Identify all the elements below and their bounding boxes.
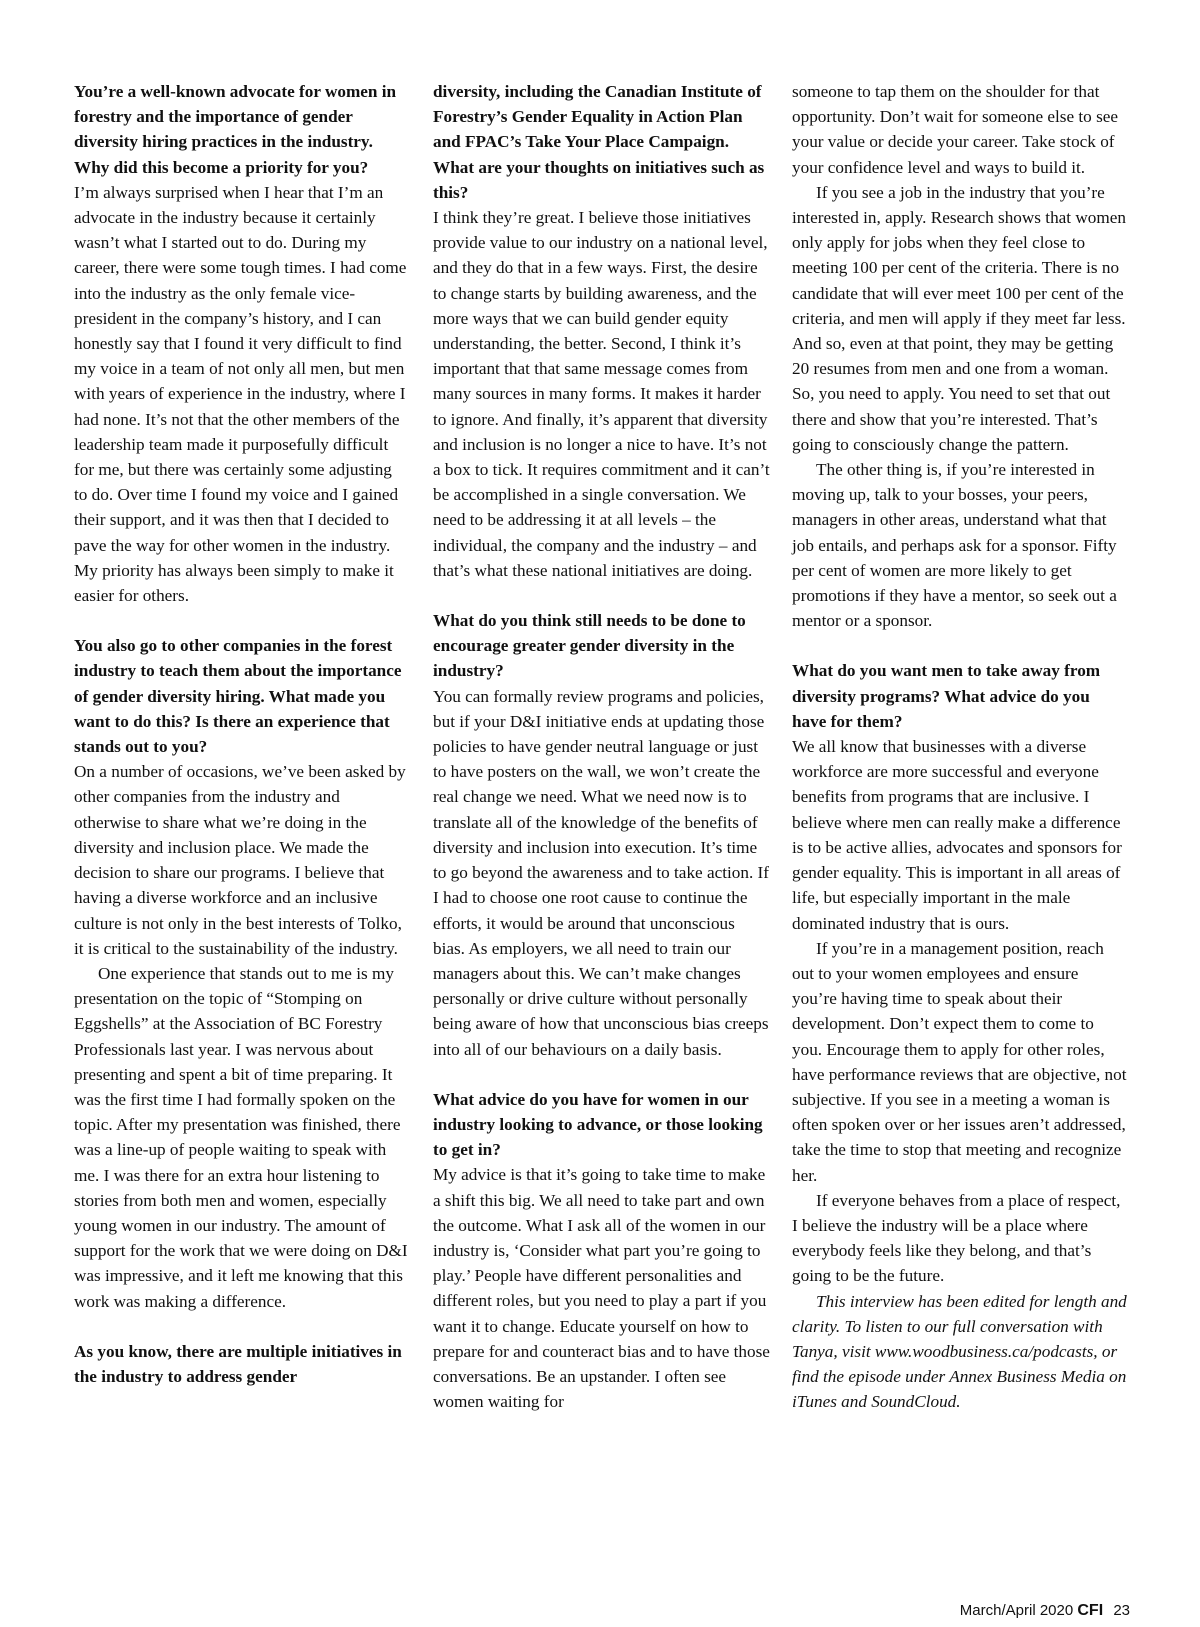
answer-6-cont-2: If everyone behaves from a place of respect, I believe the industry will be a place where everybody feels like they belong, and that’s going to be the future. bbox=[792, 1190, 1121, 1286]
question-3-end: diversity, including the Canadian Institute of Forestry’s Gender Equality in Action Plan and FPAC’s Take Your Place Campaign. What are your thoughts on initiatives such as this? bbox=[433, 82, 765, 202]
magazine-name: CFI bbox=[1077, 1602, 1104, 1619]
page-footer bbox=[960, 1602, 1130, 1620]
answer-5: My advice is that it’s going to take time to make a shift this big. We all need to take part and own the outcome. What I ask all of the women in our industry is, ‘Consider what part you’re going to play.’ People have different personalities and different roles, but you need to play a part if you want it to change. Educate yourself on how to prepare for and counteract bias and to have those conversations. Be an upstander. I often see women waiting for bbox=[433, 1165, 770, 1412]
question-5: What advice do you have for women in our industry looking to advance, or those looking to get in? bbox=[433, 1089, 763, 1160]
answer-5-cont: If you see a job in the industry that you’re interested in, apply. Research shows that women only apply for jobs when they feel close to meeting 100 per cent of the criteria. There is no candidate that will ever meet 100 per cent of the criteria, and men will apply if they meet far less. And so, even at that point, they may be getting 20 resumes from men and one from a woman. So, you need to apply. You need to set that out there and show that you’re interested. That’s going to consciously change the pattern. bbox=[792, 182, 1126, 454]
question-6: What do you want men to take away from diversity programs? What advice do you have for them? bbox=[792, 661, 1101, 731]
question-4: What do you think still needs to be done to encourage greater gender diversity in the industry? bbox=[433, 611, 746, 681]
editor-note: This interview has been edited for length and clarity. To listen to our full conversation with Tanya, visit www.woodbusiness.ca/podcasts, or find the episode under Annex Business Media on iTunes and SoundCloud. bbox=[792, 1291, 1127, 1412]
column-3 bbox=[792, 79, 1127, 1415]
question-3-start: As you know, there are multiple initiatives in the industry to address gender bbox=[74, 1341, 402, 1386]
answer-6: We all know that businesses with a diverse workforce are more successful and everyone benefits from programs that are inclusive. I believe where men can really make a difference is to be active allies, advocates and sponsors for gender equality. This is important in all areas of life, but especially important in the male dominated industry that is ours. bbox=[792, 737, 1122, 933]
column-2 bbox=[433, 79, 771, 1414]
answer-5-cont-2: The other thing is, if you’re interested in moving up, talk to your bosses, your peers, managers in other areas, understand what that job entails, and perhaps ask for a sponsor. Fifty per cent of women are more likely to get promotions if they have a mentor, so seek out a mentor or a sponsor. bbox=[792, 460, 1117, 631]
answer-3: I think they’re great. I believe those initiatives provide value to our industry on a national level, and they do that in a few ways. First, the desire to change starts by building awareness, and the more ways that we can build gender equity understanding, the better. Second, I think it’s important that that same message comes from many sources in many forms. It makes it harder to ignore. And finally, it’s apparent that diversity and inclusion is no longer a nice to have. It’s not a box to tick. It requires commitment and it can’t be accomplished in a single conversation. We need to be addressing it at all levels – the individual, the company and the industry – and that’s what these national initiatives are doing. bbox=[433, 208, 770, 580]
answer-5-end: someone to tap them on the shoulder for that opportunity. Don’t wait for someone else to see your value or decide your career. Take stock of your confidence level and ways to build it. bbox=[792, 82, 1119, 177]
answer-2: On a number of occasions, we’ve been asked by other companies from the industry and otherwise to share what we’re doing in the diversity and inclusion place. We made the decision to share our programs. I believe that having a diverse workforce and an inclusive culture is not only in the best interests of Tolko, it is critical to the sustainability of the industry. bbox=[74, 762, 406, 958]
question-2: You also go to other companies in the forest industry to teach them about the importance of gender diversity hiring. What made you want to do this? Is there an experience that stands out to you? bbox=[74, 636, 402, 757]
answer-6-cont: If you’re in a management position, reach out to your women employees and ensure you’re having time to speak about their development. Don’t expect them to come to you. Encourage them to apply for other roles, have performance reviews that are objective, not subjective. If you see in a meeting a woman is often spoken over or her issues aren’t addressed, take the time to stop that meeting and recognize her. bbox=[792, 938, 1127, 1185]
question-1: You’re a well-known advocate for women in forestry and the importance of gender diversity hiring practices in the industry. Why did this become a priority for you? bbox=[74, 82, 397, 177]
answer-2-cont: One experience that stands out to me is my presentation on the topic of “Stomping on Eggshells” at the Association of BC Forestry Professionals last year. I was nervous about presenting and spent a bit of time preparing. It was the first time I had formally spoken on the topic. After my presentation was finished, there was a line-up of people waiting to speak with me. I was there for an extra hour listening to stories from both men and women, especially young women in our industry. The amount of support for the work that we were doing on D&I was impressive, and it left me knowing that this work was making a difference. bbox=[74, 963, 408, 1311]
page-number: 23 bbox=[1113, 1602, 1130, 1619]
issue-date: March/April 2020 bbox=[959, 1602, 1074, 1619]
column-1 bbox=[74, 79, 409, 1389]
answer-1: I’m always surprised when I hear that I’m an advocate in the industry because it certainly wasn’t what I started out to do. During my career, there were some tough times. I had come into the industry as the only female vice-president in the company’s history, and I can honestly say that I found it very difficult to find my voice in a team of not only all men, but men with years of experience in the industry, where I had none. It’s not that the other members of the leadership team made it purposefully difficult for me, but there was certainly some adjusting to do. Over time I found my voice and I gained their support, and it was then that I decided to pave the way for other women in the industry. My priority has always been simply to make it easier for others. bbox=[74, 182, 407, 606]
answer-4: You can formally review programs and policies, but if your D&I initiative ends at updating those policies to have gender neutral language or just to have posters on the wall, we won’t create the real change we need. What we need now is to translate all of the knowledge of the benefits of diversity and inclusion into execution. It’s time to go beyond the awareness and to take action. If I had to choose one root cause to continue the efforts, it would be around that unconscious bias. As employers, we all need to train our managers about this. We can’t make changes personally or drive culture without personally being aware of how that unconscious bias creeps into all of our behaviours on a daily basis. bbox=[433, 686, 769, 1059]
